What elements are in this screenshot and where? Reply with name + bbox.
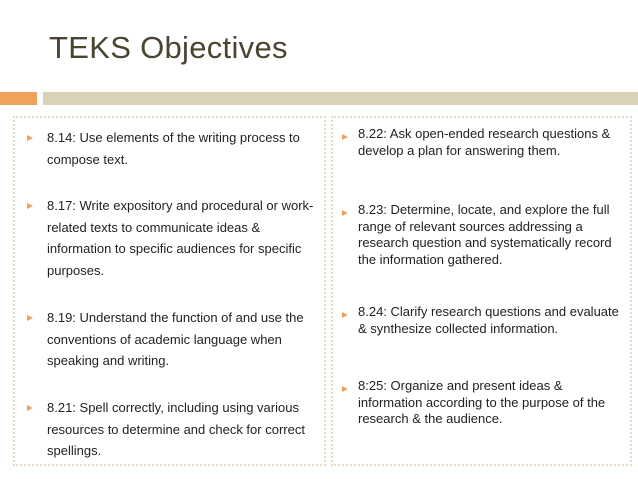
arrow-right-bullet-icon	[342, 386, 348, 392]
arrow-right-bullet-icon	[342, 134, 348, 140]
arrow-right-bullet-icon	[27, 315, 33, 321]
arrow-right-bullet-icon	[342, 210, 348, 216]
objective-text: 8.14: Use elements of the writing process to compose text.	[47, 130, 300, 167]
objective-text: 8.22: Ask open-ended research questions & develop a plan for answering them.	[358, 126, 611, 158]
objective-text: 8.24: Clarify research questions and evaluate & synthesize collected information.	[358, 304, 619, 336]
right-objectives-panel	[331, 116, 632, 466]
objective-text: 8.17: Write expository and procedural or work-related texts to communicate ideas & information to specific audiences for specific purposes.	[47, 198, 314, 279]
objective-text: 8:25: Organize and present ideas & information according to the purpose of the research & the audience.	[358, 378, 606, 427]
arrow-right-bullet-icon	[27, 135, 33, 141]
title-accent-bar-tan	[43, 92, 638, 105]
arrow-right-bullet-icon	[27, 405, 33, 411]
arrow-right-bullet-icon	[27, 203, 33, 209]
title-accent-bar-orange	[0, 92, 37, 105]
objective-text: 8.19: Understand the function of and use the conventions of academic language when speaking and writing.	[47, 310, 304, 369]
objective-text: 8.21: Spell correctly, including using various resources to determine and check for correct spellings.	[47, 400, 305, 459]
slide-title: TEKS Objectives	[49, 30, 288, 65]
left-objectives-panel	[13, 116, 326, 466]
arrow-right-bullet-icon	[342, 312, 348, 318]
objective-text: 8.23: Determine, locate, and explore the full range of relevant sources addressing a research question and systematically record the information gathered.	[358, 202, 612, 267]
